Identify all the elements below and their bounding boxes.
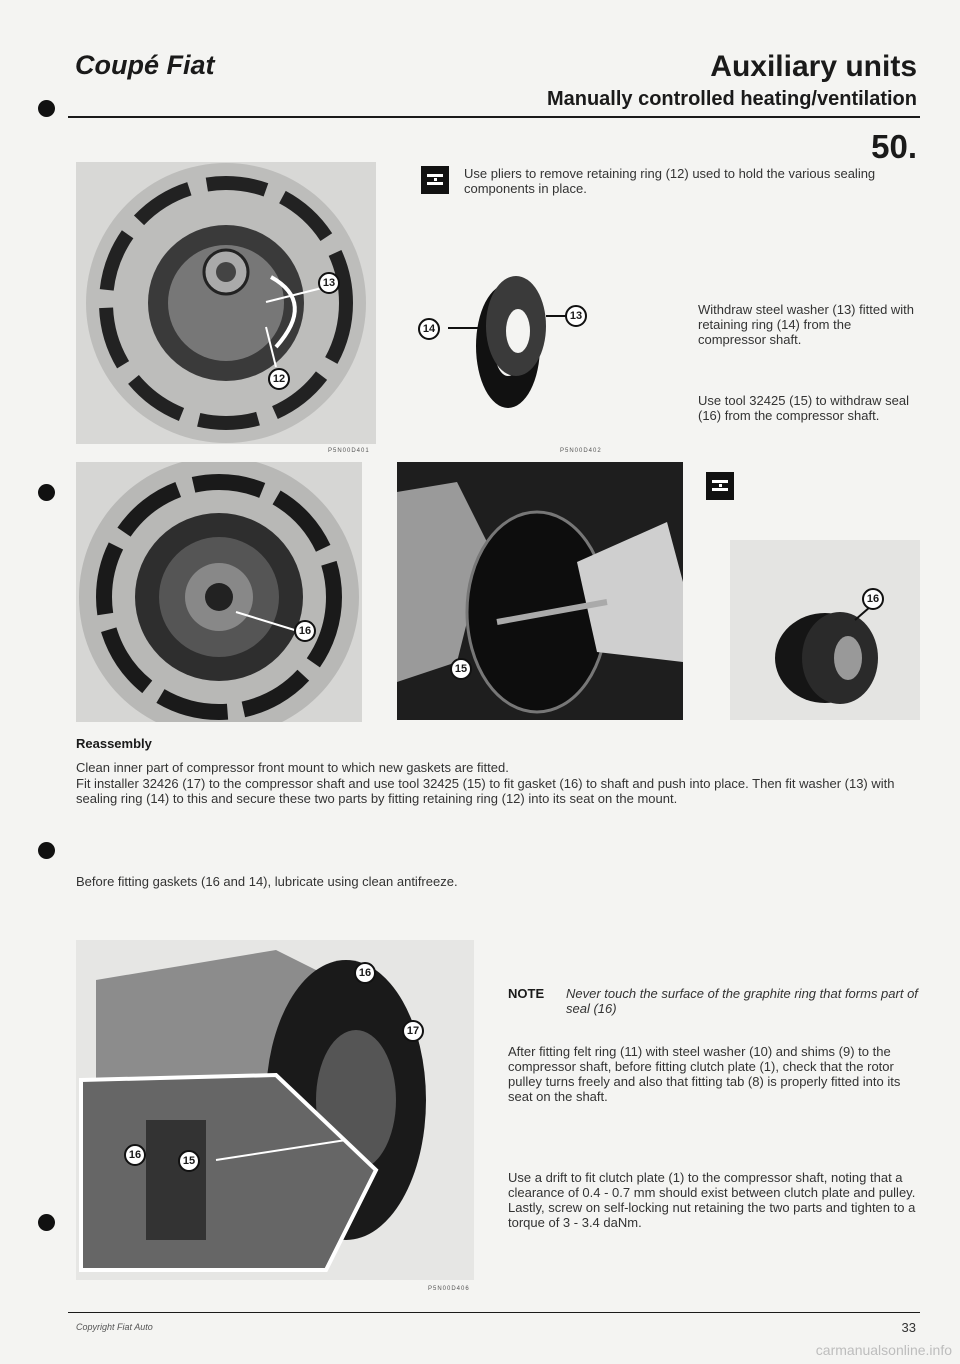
figure-installer	[76, 940, 474, 1280]
body-para4: After fitting felt ring (11) with steel washer (10) and shims (9) to the compressor shaft, before fitting clutch plate (1), check that the rotor pulley turns freely and also that fitting tab (8) is properly fitted into its seat on the shaft.	[508, 1044, 901, 1104]
callout-12: 12	[268, 368, 290, 390]
binder-hole	[38, 842, 55, 859]
figure-tool-withdraw-seal	[397, 462, 683, 720]
callout-16: 16	[294, 620, 316, 642]
callout-13: 13	[565, 305, 587, 327]
chapter-number: 50.	[871, 128, 917, 165]
callout-15: 15	[450, 658, 472, 680]
note-label: NOTE	[508, 986, 545, 1001]
step3-text: Use tool 32425 (15) to withdraw seal (16) from the compressor shaft.	[698, 393, 910, 423]
callout-16: 16	[124, 1144, 146, 1166]
callout-13: 13	[318, 272, 340, 294]
watermark: carmanualsonline.info	[815, 1342, 952, 1358]
figure-pulley-retaining-ring	[76, 162, 376, 444]
figure-id: P5N00D406	[428, 1286, 470, 1292]
section-title: Auxiliary units	[710, 50, 917, 83]
installer-drawing	[76, 940, 474, 1280]
step-badge-icon	[706, 472, 734, 500]
reassembly-para3: Before fitting gaskets (16 and 14), lubricate using clean antifreeze.	[76, 874, 458, 889]
pulley-drawing	[76, 162, 376, 444]
seal-part-drawing	[730, 540, 920, 720]
reassembly-heading: Reassembly	[76, 736, 152, 751]
callout-17: 17	[402, 1020, 424, 1042]
callout-16: 16	[354, 962, 376, 984]
seal-drawing	[76, 462, 362, 722]
figure-id: P5N00D401	[328, 448, 370, 454]
reassembly-para2: Fit installer 32426 (17) to the compressor shaft and use tool 32425 (15) to fit gasket (16) to shaft and push into place. Then fit washer (13) with sealing ring (14) to this and secure these two parts by fitting retaining ring (12) into its seat on the mount.	[76, 776, 895, 806]
figure-seal	[730, 540, 920, 720]
step1-text: Use pliers to remove retaining ring (12) used to hold the various sealing components in place.	[464, 166, 876, 196]
step-badge-icon	[421, 166, 449, 194]
step2-text: Withdraw steel washer (13) fitted with retaining ring (14) from the compressor shaft.	[698, 302, 915, 347]
binder-hole	[38, 1214, 55, 1231]
binder-hole	[38, 484, 55, 501]
figure-washer	[408, 256, 618, 446]
callout-14: 14	[418, 318, 440, 340]
callout-15: 15	[178, 1150, 200, 1172]
brand-title: Coupé Fiat	[75, 50, 215, 80]
figure-seal-in-pulley	[76, 462, 362, 722]
tool-drawing	[397, 462, 683, 720]
reassembly-para1: Clean inner part of compressor front mount to which new gaskets are fitted.	[76, 760, 509, 775]
subsection-title: Manually controlled heating/ventilation	[546, 88, 917, 110]
note-text: Never touch the surface of the graphite ring that forms part of seal (16)	[566, 986, 918, 1016]
page-number: 33	[901, 1320, 916, 1335]
body-para5: Use a drift to fit clutch plate (1) to the compressor shaft, noting that a clearance of 0.4 - 0.7 mm should exist between clutch plate and pulley. Lastly, screw on self-locking nut retaining the two parts and tighten to a torque of 3 - 3.4 daNm.	[508, 1170, 916, 1230]
footer-copyright: Copyright Fiat Auto	[76, 1322, 153, 1332]
binder-hole	[38, 100, 55, 117]
header-rule	[68, 116, 920, 118]
callout-16: 16	[862, 588, 884, 610]
washer-drawing	[408, 256, 618, 446]
footer-rule	[68, 1312, 920, 1313]
figure-id: P5N00D402	[560, 448, 602, 454]
